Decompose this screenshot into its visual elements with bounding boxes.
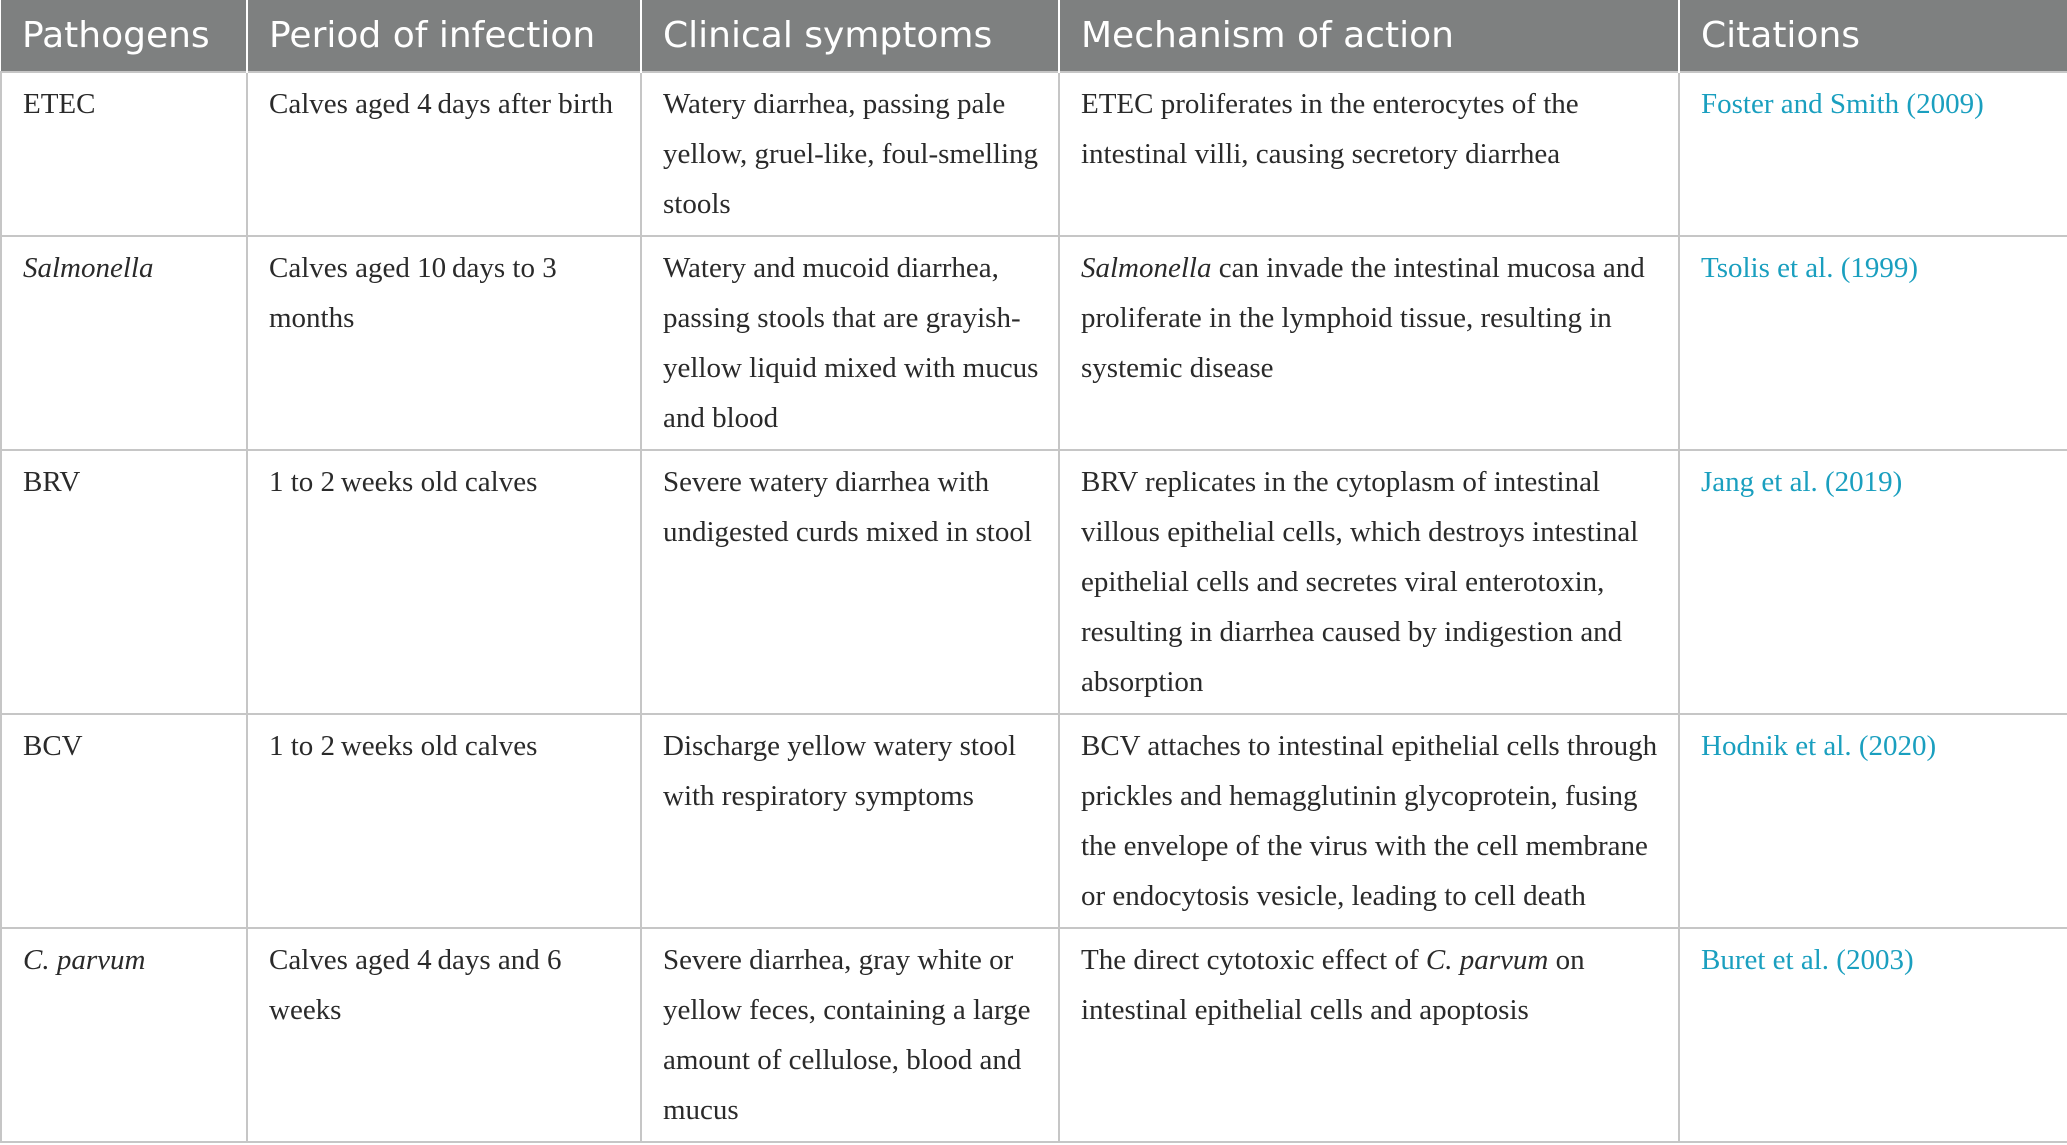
period-cell: 1 to 2 weeks old calves <box>247 714 641 928</box>
table-row <box>1 236 2067 450</box>
table-row <box>1 928 2067 1142</box>
mechanism-cell <box>1059 928 1679 1142</box>
citation-cell <box>1679 72 2067 236</box>
mechanism-cell: BCV attaches to intestinal epithelial cells through prickles and hemagglutinin glycoprotein, fusing the envelope of the virus with the cell membrane or endocytosis vesicle, leading to cell death <box>1059 714 1679 928</box>
mechanism-cell: BRV replicates in the cytoplasm of intestinal villous epithelial cells, which destroys intestinal epithelial cells and secretes viral enterotoxin, resulting in diarrhea caused by indigestion and absorption <box>1059 450 1679 714</box>
pathogen-cell: BCV <box>1 714 247 928</box>
mechanism-italic-term: C. parvum <box>1425 944 1549 976</box>
mechanism-cell: ETEC proliferates in the enterocytes of the intestinal villi, causing secretory diarrhea <box>1059 72 1679 236</box>
table-row <box>1 450 2067 714</box>
symptoms-cell: Severe diarrhea, gray white or yellow feces, containing a large amount of cellulose, blood and mucus <box>641 928 1059 1142</box>
citation-link[interactable]: Tsolis et al. (1999) <box>1701 252 1919 284</box>
pathogen-cell: ETEC <box>1 72 247 236</box>
symptoms-cell: Severe watery diarrhea with undigested curds mixed in stool <box>641 450 1059 714</box>
mechanism-text: on intestinal epithelial cells and apoptosis <box>1081 944 1585 1026</box>
header-pathogens: Pathogens <box>1 0 247 72</box>
citation-link[interactable]: Hodnik et al. (2020) <box>1701 730 1937 762</box>
citation-cell <box>1679 450 2067 714</box>
citation-link[interactable]: Foster and Smith (2009) <box>1701 88 1984 120</box>
symptoms-cell: Watery diarrhea, passing pale yellow, gruel-like, foul-smelling stools <box>641 72 1059 236</box>
mechanism-italic-term: Salmonella <box>1081 252 1212 284</box>
citation-cell <box>1679 236 2067 450</box>
citation-link[interactable]: Jang et al. (2019) <box>1701 466 1903 498</box>
table-row <box>1 72 2067 236</box>
pathogen-cell: BRV <box>1 450 247 714</box>
header-period-of-infection: Period of infection <box>247 0 641 72</box>
citation-cell <box>1679 714 2067 928</box>
mechanism-cell <box>1059 236 1679 450</box>
period-cell: 1 to 2 weeks old calves <box>247 450 641 714</box>
citation-link[interactable]: Buret et al. (2003) <box>1701 944 1914 976</box>
period-cell: Calves aged 4 days and 6 weeks <box>247 928 641 1142</box>
pathogen-cell: Salmonella <box>1 236 247 450</box>
table-header-row <box>1 0 2067 72</box>
symptoms-cell: Watery and mucoid diarrhea, passing stools that are grayish-yellow liquid mixed with mucus and blood <box>641 236 1059 450</box>
citation-cell <box>1679 928 2067 1142</box>
symptoms-cell: Discharge yellow watery stool with respiratory symptoms <box>641 714 1059 928</box>
pathogen-cell: C. parvum <box>1 928 247 1142</box>
header-mechanism-of-action: Mechanism of action <box>1059 0 1679 72</box>
table-row <box>1 714 2067 928</box>
header-clinical-symptoms: Clinical symptoms <box>641 0 1059 72</box>
header-citations: Citations <box>1679 0 2067 72</box>
period-cell: Calves aged 10 days to 3 months <box>247 236 641 450</box>
mechanism-text: can invade the intestinal mucosa and proliferate in the lymphoid tissue, resulting in systemic disease <box>1081 252 1645 384</box>
period-cell: Calves aged 4 days after birth <box>247 72 641 236</box>
mechanism-text-pre: The direct cytotoxic effect of <box>1081 944 1426 976</box>
